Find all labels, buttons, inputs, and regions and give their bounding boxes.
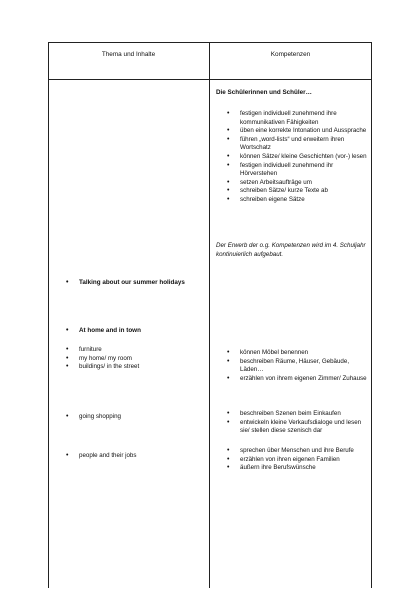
col-header-topics: Thema und Inhalte: [101, 51, 156, 58]
list-item: • people and their jobs: [66, 452, 206, 461]
col-header-competences: Kompetenzen: [270, 51, 311, 58]
list-item: • setzen Arbeitsaufträge um: [227, 179, 372, 188]
topic-home-subitems: [66, 346, 206, 372]
list-item: • schreiben Sätze/ kurze Texte ab: [227, 187, 372, 196]
topic-shopping: [66, 413, 206, 422]
competences-group-jobs: [227, 447, 372, 473]
competences-title: Die Schülerinnen und Schüler…: [216, 89, 312, 96]
competences-group-furniture: [227, 349, 372, 383]
list-item: • können Möbel benennen: [227, 349, 372, 358]
list-item: • my home/ my room: [66, 355, 206, 364]
list-item: • schreiben eigene Sätze: [227, 196, 372, 205]
topic-home: [66, 327, 206, 336]
list-item: • erzählen von ihrem eigenen Zimmer/ Zuhause: [227, 375, 372, 384]
list-item: • beschreiben Räume, Häuser, Gebäude, Läden…: [227, 358, 372, 375]
list-item: • festigen individuell zunehmend ihre kommunikativen Fähigkeiten: [227, 110, 372, 127]
competences-note: Der Erwerb der o.g. Kompetenzen wird im 4. Schuljahr kontinuierlich aufgebaut.: [216, 242, 366, 258]
topic-summer: [66, 279, 206, 288]
list-item: • können Sätze/ kleine Geschichten (vor-) lesen: [227, 153, 372, 162]
topic-jobs: [66, 452, 206, 461]
list-item: • festigen individuell zunehmend ihr Hörverstehen: [227, 162, 372, 179]
competences-list: [227, 110, 372, 205]
list-item: • führen „word-lists“ und erweitern ihren Wortschatz: [227, 136, 372, 153]
list-item: • beschreiben Szenen beim Einkaufen: [227, 410, 372, 419]
competences-group-shopping: [227, 410, 372, 436]
list-item: • entwickeln kleine Verkaufsdialoge und lesen sie/ stellen diese szenisch dar: [227, 419, 372, 436]
topic-heading: • Talking about our summer holidays: [66, 279, 206, 288]
list-item: • üben eine korrekte Intonation und Aussprache: [227, 127, 372, 136]
list-item: • buildings/ in the street: [66, 363, 206, 372]
column-divider: [209, 42, 210, 588]
topic-heading: • At home and in town: [66, 327, 206, 336]
header-divider: [48, 79, 372, 80]
list-item: • erzählen von ihren eigenen Familien: [227, 456, 372, 465]
list-item: • furniture: [66, 346, 206, 355]
list-item: • sprechen über Menschen und ihre Berufe: [227, 447, 372, 456]
list-item: • äußern ihre Berufswünsche: [227, 464, 372, 473]
list-item: • going shopping: [66, 413, 206, 422]
